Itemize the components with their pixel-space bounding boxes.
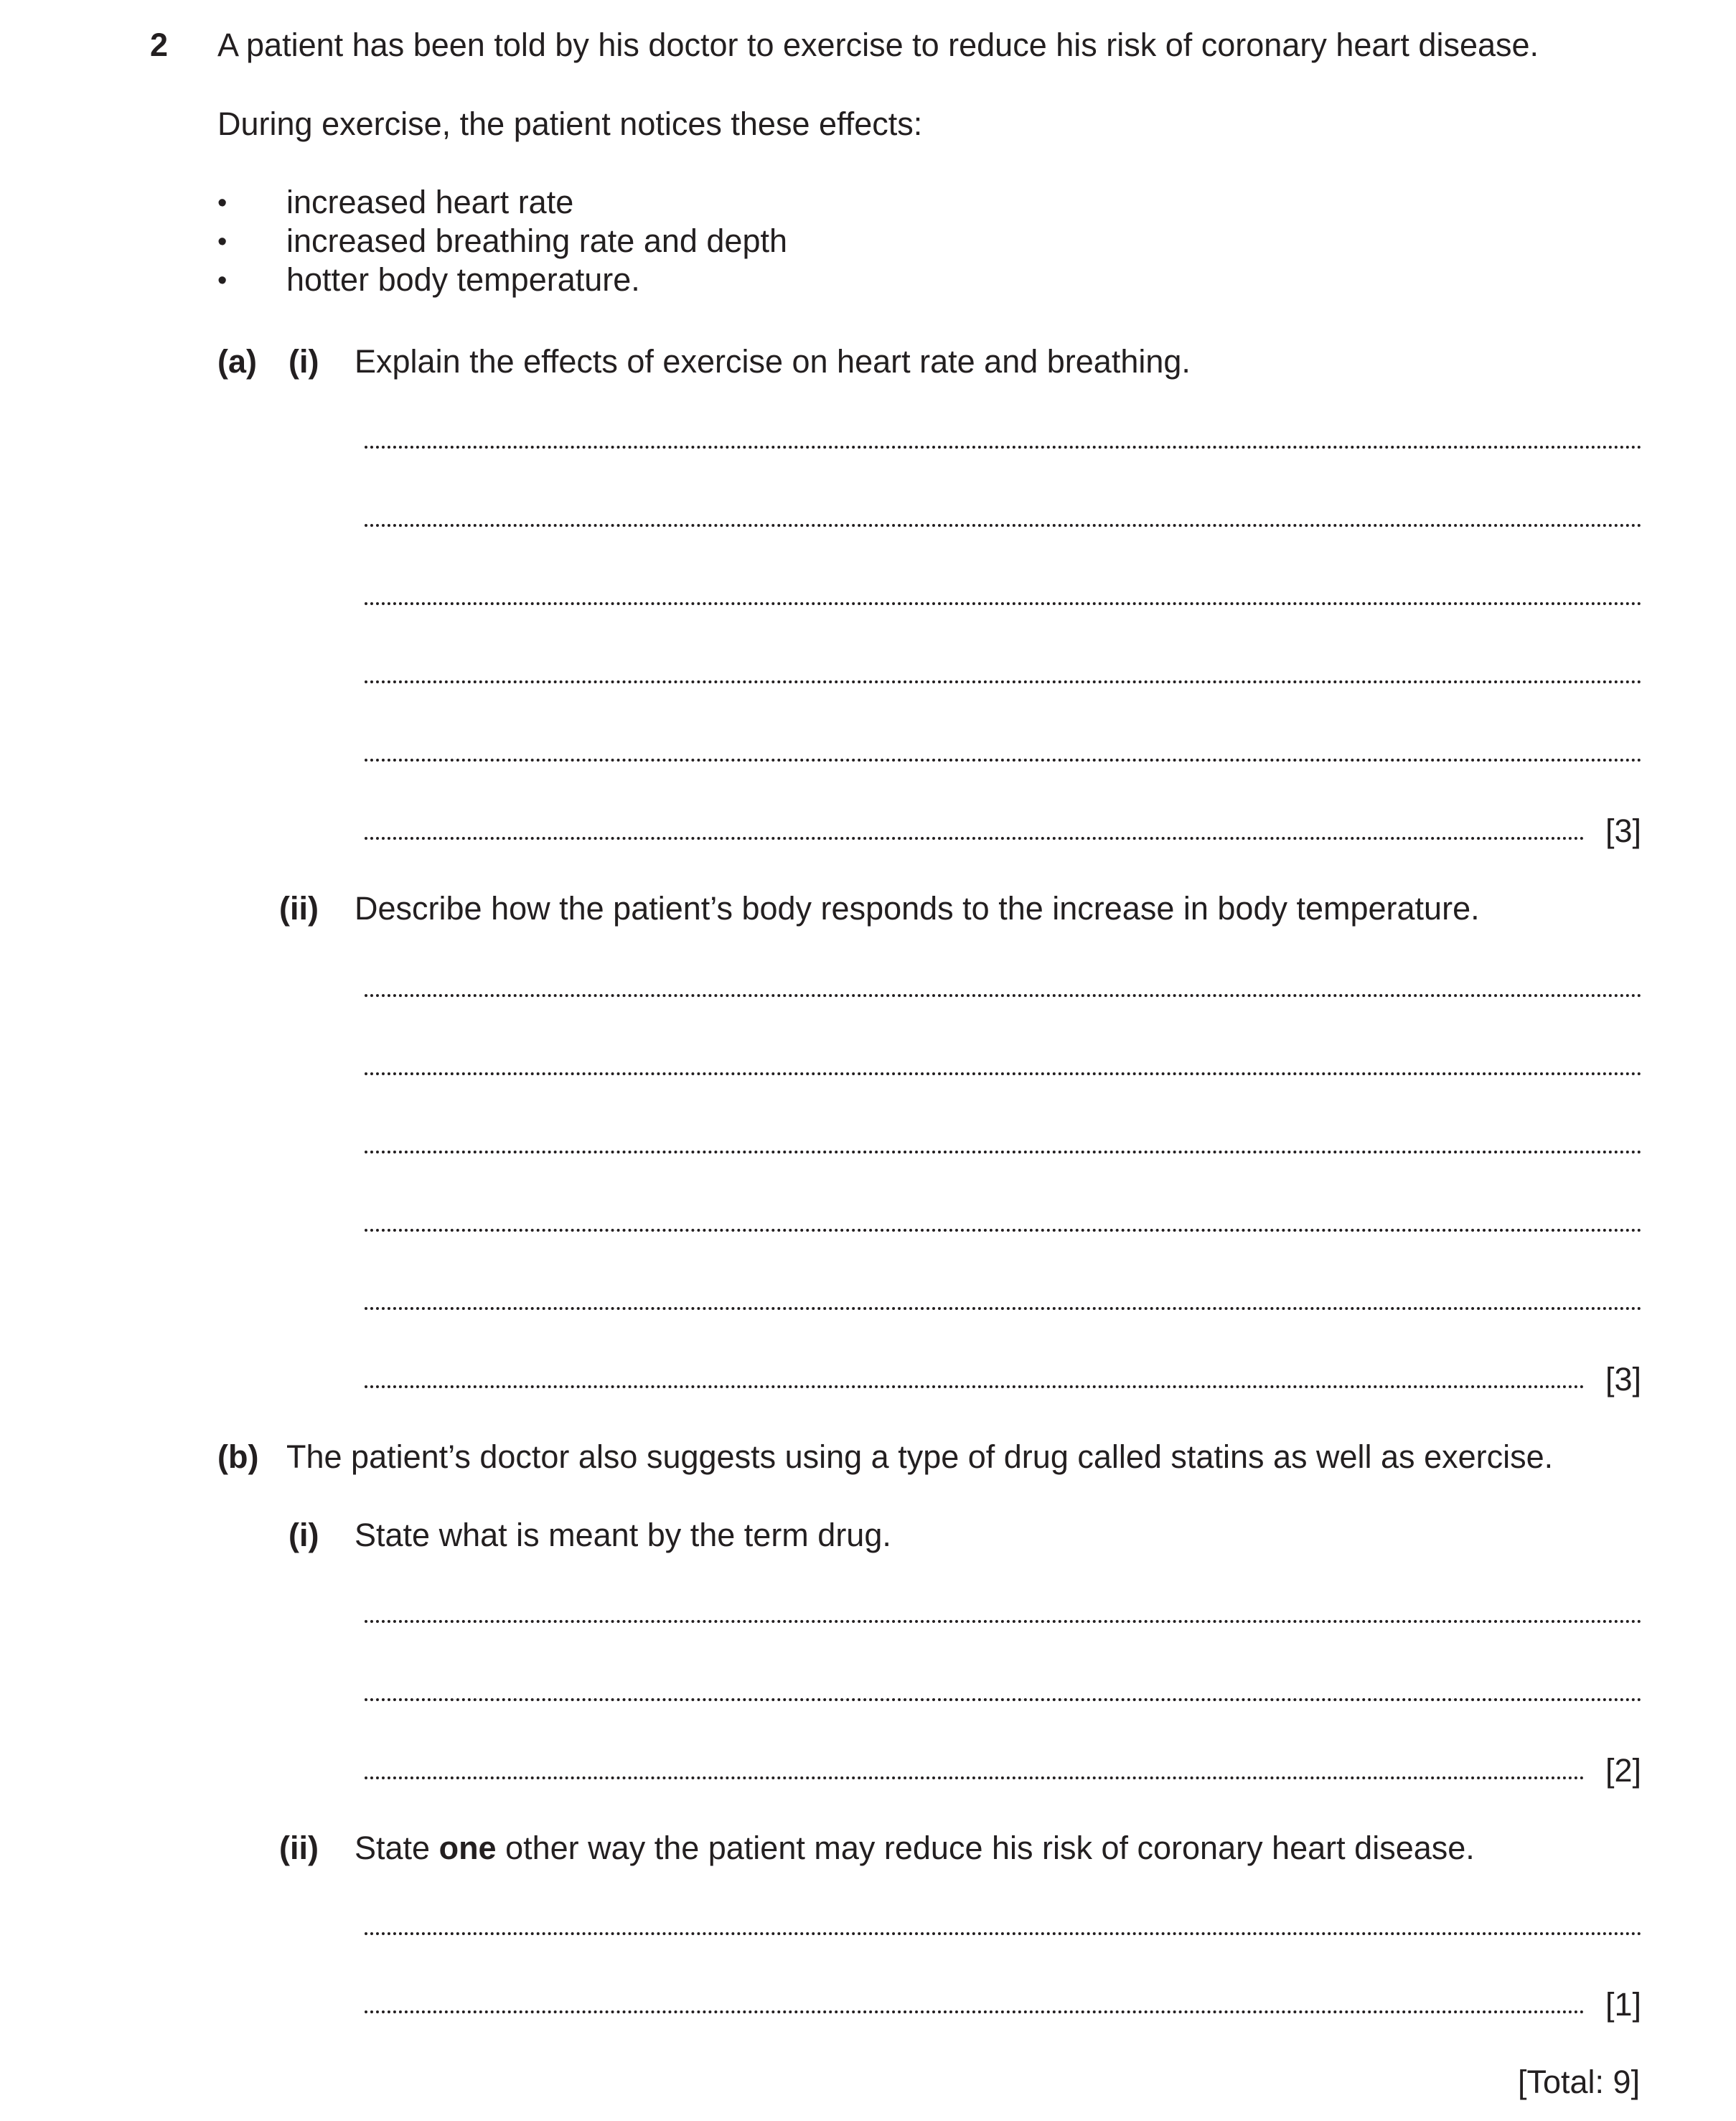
question-text: other way the patient may reduce his risk of coronary heart disease. (496, 1830, 1475, 1866)
answer-line[interactable] (365, 1385, 1585, 1388)
answer-line[interactable] (365, 524, 1642, 527)
bullet-icon: • (217, 227, 227, 257)
marks-label: [3] (1605, 813, 1642, 849)
answer-line[interactable] (365, 759, 1642, 762)
effect-item: increased breathing rate and depth (286, 223, 788, 259)
answer-line[interactable] (365, 1932, 1642, 1935)
effect-item: hotter body temperature. (286, 261, 640, 298)
part-a-i-question: Explain the effects of exercise on heart rate and breathing. (355, 343, 1191, 380)
emphasis-one: one (438, 1830, 497, 1866)
part-a-i-label: (i) (288, 343, 319, 380)
part-b-label: (b) (217, 1438, 259, 1475)
part-b-i-label: (i) (288, 1517, 319, 1553)
bullet-icon: • (217, 266, 227, 296)
marks-label: [3] (1605, 1361, 1642, 1397)
part-a-ii-label: (ii) (279, 890, 319, 927)
total-marks: [Total: 9] (1518, 2064, 1641, 2100)
answer-line[interactable] (365, 1698, 1642, 1701)
question-text: State (355, 1830, 439, 1866)
question-number: 2 (150, 27, 169, 63)
effect-item: increased heart rate (286, 184, 574, 220)
part-a-label: (a) (217, 343, 257, 380)
answer-line[interactable] (365, 446, 1642, 449)
answer-line[interactable] (365, 2010, 1585, 2013)
part-b-stem: The patient’s doctor also suggests using a type of drug called statins as well as exercise. (286, 1438, 1554, 1475)
part-b-ii-label: (ii) (279, 1830, 319, 1866)
answer-line[interactable] (365, 1072, 1642, 1075)
answer-line[interactable] (365, 1229, 1642, 1232)
bullet-icon: • (217, 188, 227, 218)
part-a-ii-question: Describe how the patient’s body responds to the increase in body temperature. (355, 890, 1480, 927)
effects-intro: During exercise, the patient notices these effects: (217, 106, 923, 142)
marks-label: [2] (1605, 1752, 1642, 1789)
part-b-ii-question (355, 1832, 1475, 1864)
answer-line[interactable] (365, 1620, 1642, 1623)
answer-line[interactable] (365, 602, 1642, 605)
answer-line[interactable] (365, 994, 1642, 997)
answer-line[interactable] (365, 680, 1642, 683)
part-b-i-question: State what is meant by the term drug. (355, 1517, 891, 1553)
answer-line[interactable] (365, 837, 1585, 840)
marks-label: [1] (1605, 1986, 1642, 2023)
question-stem: A patient has been told by his doctor to exercise to reduce his risk of coronary heart disease. (217, 27, 1539, 63)
answer-line[interactable] (365, 1151, 1642, 1153)
answer-line[interactable] (365, 1776, 1585, 1779)
answer-line[interactable] (365, 1307, 1642, 1310)
